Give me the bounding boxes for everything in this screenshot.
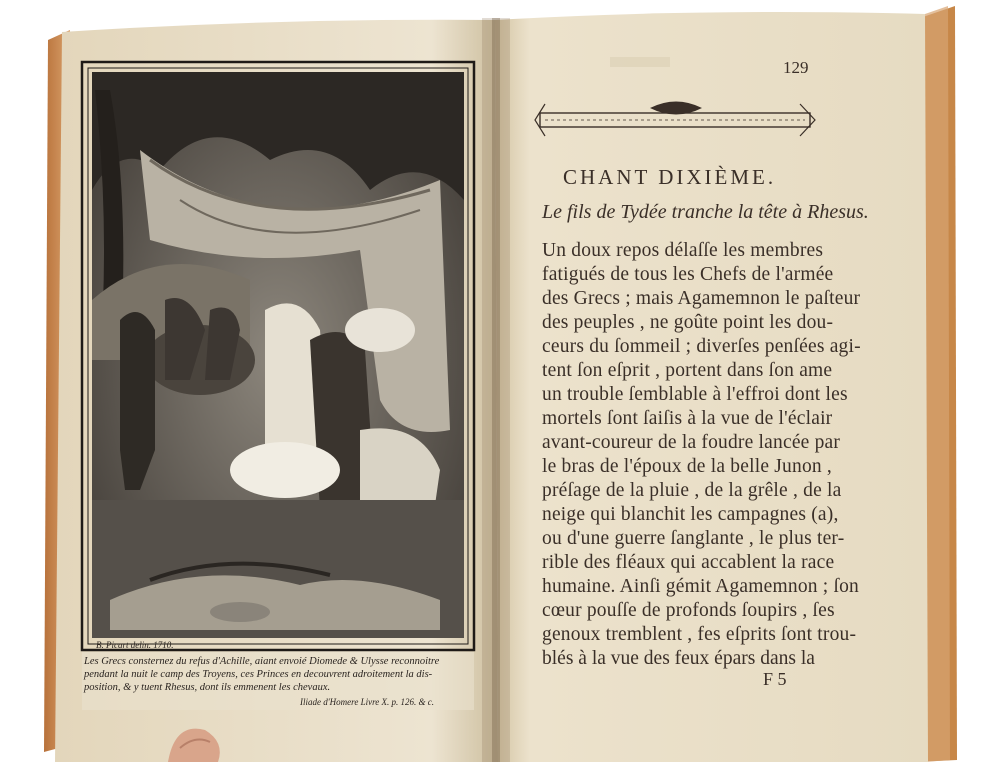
body-line: ceurs du ſommeil ; diverſes penſées agi- [542, 336, 861, 357]
body-line: neige qui blanchit les campagnes (a), [542, 504, 839, 525]
body-line: blés à la vue des feux épars dans la [542, 648, 815, 669]
body-line: Un doux repos délaſſe les membres [542, 240, 824, 261]
signature-mark: F 5 [763, 669, 787, 689]
page-number: 129 [783, 58, 809, 77]
plate-caption-line: Les Grecs consternez du refus d'Achille, aiant envoié Diomede & Ulysse reconnoitre [84, 656, 440, 667]
engraving-illustration [92, 72, 464, 638]
body-line: rible des fléaux qui accablent la race [542, 552, 835, 573]
body-line: tent ſon eſprit , portent dans ſon ame [542, 360, 833, 381]
plate-reference: Iliade d'Homere Livre X. p. 126. & c. [300, 697, 434, 707]
body-line: des peuples , ne goûte point les dou- [542, 312, 834, 333]
plate-caption-line: position, & y tuent Rhesus, dont ils emmenent les chevaux. [84, 682, 331, 693]
body-line: avant-coureur de la foudre lancée par [542, 432, 841, 453]
body-line: des Grecs ; mais Agamemnon le paſteur [542, 288, 861, 309]
body-line: fatigués de tous les Chefs de l'armée [542, 264, 834, 285]
artist-signature: B. Picart delin. 1710. [96, 640, 174, 650]
body-line: le bras de l'époux de la belle Junon , [542, 456, 832, 477]
body-line: un trouble ſemblable à l'effroi dont les [542, 384, 848, 405]
body-line: ou d'une guerre ſanglante , le plus ter- [542, 528, 845, 549]
plate-caption-line: pendant la nuit le camp des Troyens, ces Princes en decouvrent adroitement la dis- [84, 669, 433, 680]
body-line: genoux tremblent , fes eſprits ſont trou- [542, 624, 857, 645]
chapter-heading: CHANT DIXIÈME. [563, 165, 777, 189]
body-line: humaine. Ainſi gémit Agamemnon ; ſon [542, 576, 860, 597]
body-line: préſage de la pluie , de la grêle , de la [542, 480, 842, 501]
body-line: mortels ſont ſaiſis à la vue de l'éclair [542, 408, 833, 429]
argument-line: Le fils de Tydée tranche la tête à Rhesus. [542, 201, 869, 223]
body-line: cœur pouſſe de profonds ſoupirs , ſes [542, 600, 835, 621]
